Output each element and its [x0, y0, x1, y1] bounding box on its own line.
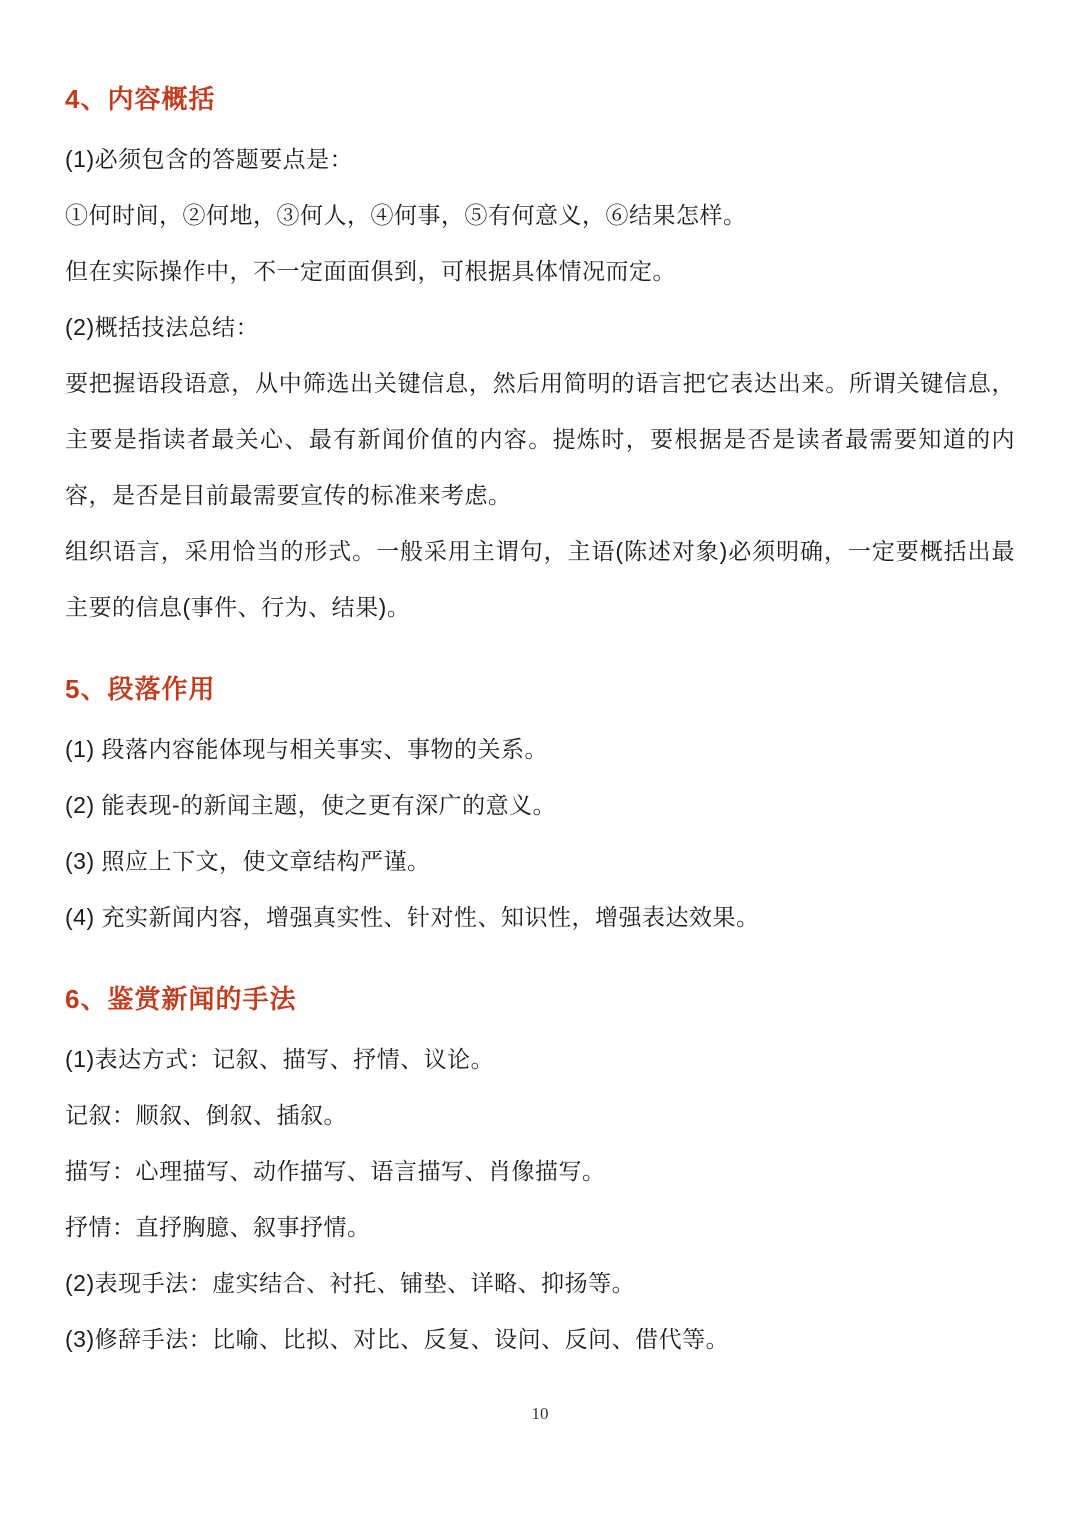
paragraph: 抒情：直抒胸臆、叙事抒情。 — [65, 1214, 371, 1240]
paragraph: (1) 段落内容能体现与相关事实、事物的关系。 — [65, 736, 548, 762]
paragraph: (4) 充实新闻内容，增强真实性、针对性、知识性，增强表达效果。 — [65, 904, 760, 930]
paragraph: 但在实际操作中，不一定面面俱到，可根据具体情况而定。 — [65, 258, 676, 284]
paragraph: 要把握语段语意，从中筛选出关键信息，然后用简明的语言把它表达出来。所谓关键信息，主要是指读者最关心、最有新闻价值的内容。提炼时，要根据是否是读者最需要知道的内容，是否是目前最需要宣传的标准来考虑。 — [65, 370, 1015, 508]
paragraph: 组织语言，采用恰当的形式。一般采用主谓句，主语(陈述对象)必须明确，一定要概括出最主要的信息(事件、行为、结果)。 — [65, 538, 1015, 620]
paragraph: (2)表现手法：虚实结合、衬托、铺垫、详略、抑扬等。 — [65, 1270, 636, 1296]
section-news-technique-appreciation — [65, 981, 1015, 1367]
paragraph: ①何时间，②何地，③何人，④何事，⑤有何意义，⑥结果怎样。 — [65, 202, 747, 228]
section-heading: 4、内容概括 — [65, 84, 216, 114]
page-footer — [0, 1404, 1080, 1424]
paragraph: (2) 能表现-的新闻主题，使之更有深广的意义。 — [65, 792, 557, 818]
section-paragraph-function — [65, 671, 1015, 945]
section-heading: 5、段落作用 — [65, 674, 216, 704]
paragraph: (2)概括技法总结： — [65, 314, 260, 340]
page-number: 10 — [531, 1404, 549, 1423]
paragraph: 描写：心理描写、动作描写、语言描写、肖像描写。 — [65, 1158, 606, 1184]
paragraph: (3)修辞手法：比喻、比拟、对比、反复、设问、反问、借代等。 — [65, 1326, 730, 1352]
paragraph: (3) 照应上下文，使文章结构严谨。 — [65, 848, 431, 874]
section-heading: 6、鉴赏新闻的手法 — [65, 984, 297, 1014]
paragraph: 记叙：顺叙、倒叙、插叙。 — [65, 1102, 347, 1128]
paragraph: (1)必须包含的答题要点是： — [65, 146, 354, 172]
section-content-summary — [65, 81, 1015, 635]
paragraph: (1)表达方式：记叙、描写、抒情、议论。 — [65, 1046, 495, 1072]
